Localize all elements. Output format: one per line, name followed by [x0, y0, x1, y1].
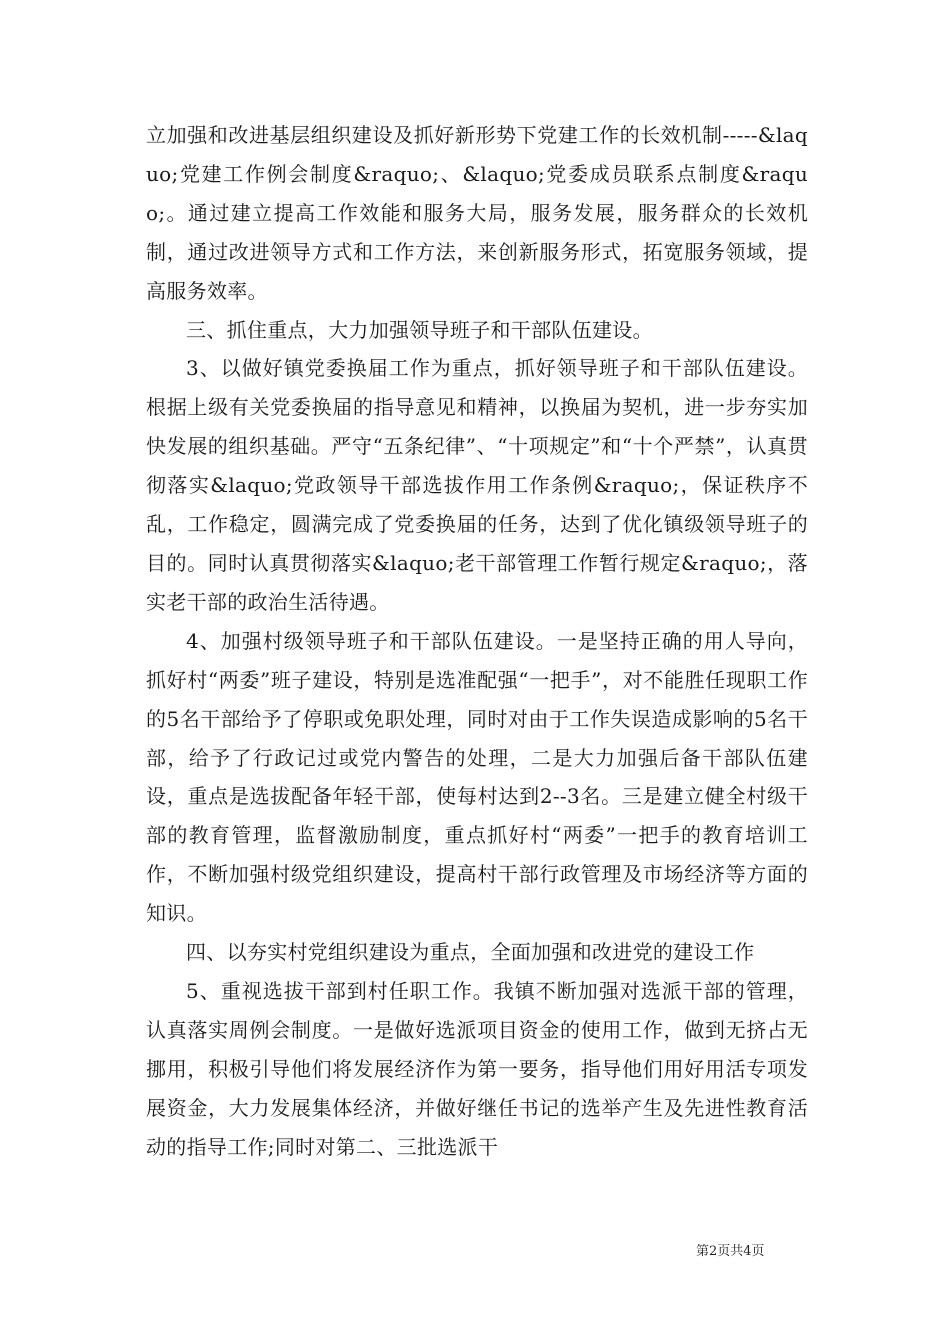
section-heading-3: 三、抓住重点，大力加强领导班子和干部队伍建设。 — [186, 317, 653, 342]
document-body — [146, 116, 808, 1166]
paragraph-item-5: 5、重视选拔干部到村任职工作。我镇不断加强对选派干部的管理，认真落实周例会制度。一是做好选派项目资金的使用工作，做到无挤占无挪用，积极引导他们将发展经济作为第一要务，指导他们用好用活专项发展资金，大力发展集体经济，并做好继任书记的选举产生及先进性教育活动的指导工作;同时对第二、三批选派干 — [146, 978, 808, 1159]
paragraph-1: 立加强和改进基层组织建设及抓好新形势下党建工作的长效机制-----&laquo;党建工作例会制度&raquo;、&laquo;党委成员联系点制度&raquo;。通过建立提高工作效能和服务大局，服务发展，服务群众的长效机制，通过改进领导方式和工作方法，来创新服务形式，拓宽服务领域，提高服务效率。 — [146, 123, 808, 303]
paragraph-item-3: 3、以做好镇党委换届工作为重点，抓好领导班子和干部队伍建设。根据上级有关党委换届的指导意见和精神，以换届为契机，进一步夯实加快发展的组织基础。严守“五条纪律”、“十项规定”和“十个严禁”，认真贯彻落实&laquo;党政领导干部选拔作用工作条例&raquo;，保证秩序不乱，工作稳定，圆满完成了党委换届的任务，达到了优化镇级领导班子的目的。同时认真贯彻落实&laquo;老干部管理工作暂行规定&raquo;，落实老干部的政治生活待遇。 — [146, 356, 808, 614]
paragraph-item-4: 4、加强村级领导班子和干部队伍建设。一是坚持正确的用人导向，抓好村“两委”班子建设，特别是选准配强“一把手”，对不能胜任现职工作的5名干部给予了停职或免职处理，同时对由于工作失误造成影响的5名干部，给予了行政记过或党内警告的处理，二是大力加强后备干部队伍建设，重点是选拔配备年轻干部，使每村达到2--3名。三是建立健全村级干部的教育管理，监督激励制度，重点抓好村“两委”一把手的教育培训工作，不断加强村级党组织建设，提高村干部行政管理及市场经济等方面的知识。 — [146, 628, 808, 926]
section-heading-4: 四、以夯实村党组织建设为重点，全面加强和改进党的建设工作 — [186, 940, 755, 965]
page-number: 第2页共4页 — [696, 1244, 765, 1259]
